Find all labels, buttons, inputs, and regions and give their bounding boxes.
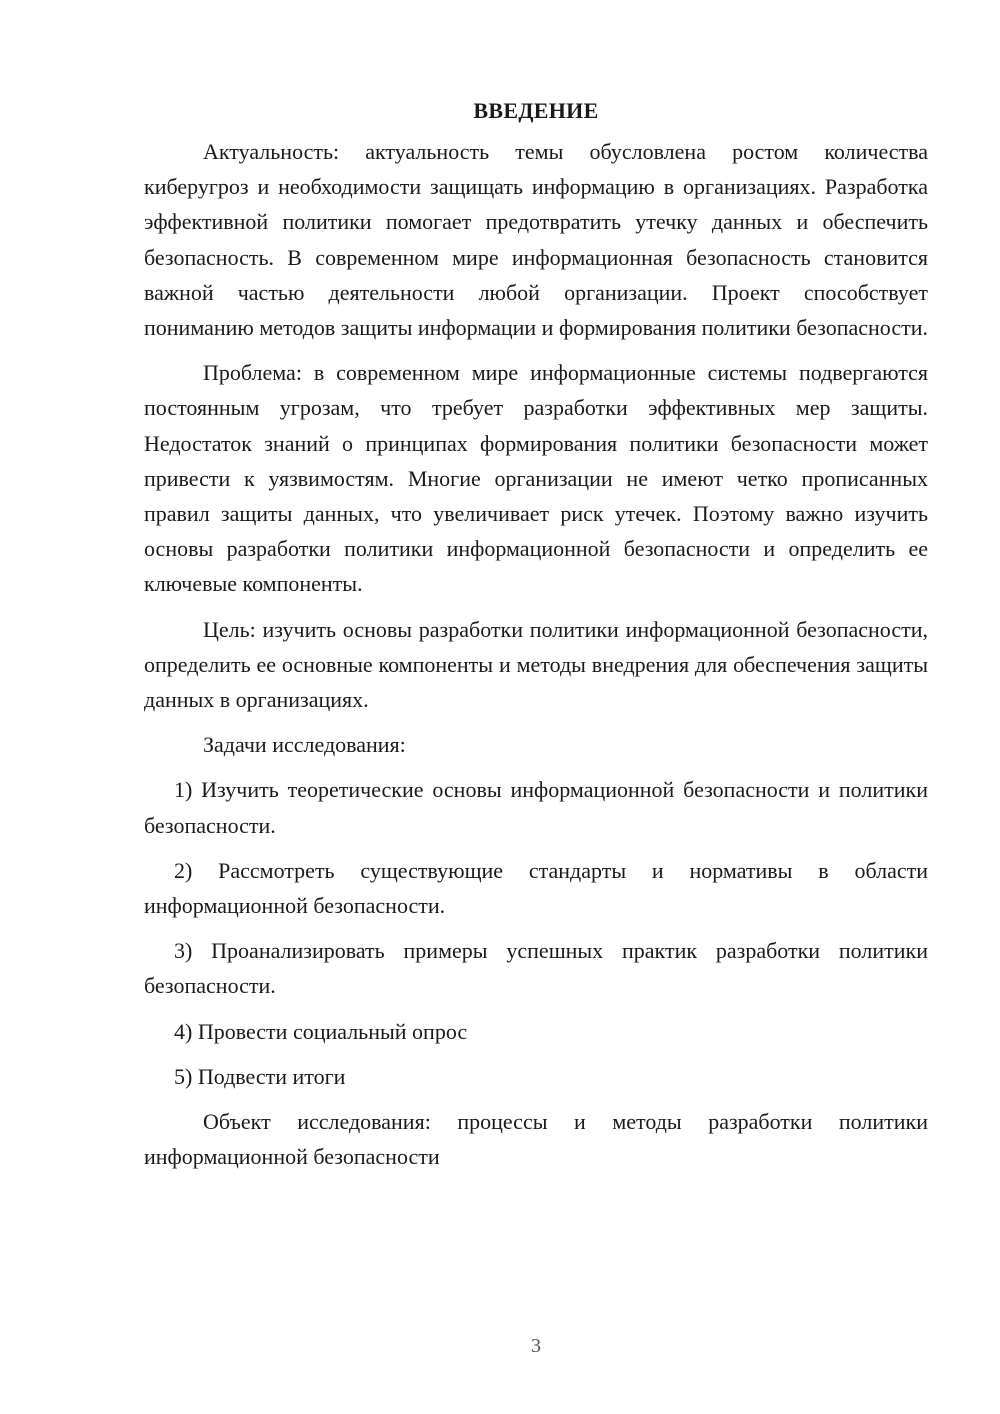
task-item-4: 4) Провести социальный опрос [174,1018,468,1044]
paragraph-goal: Цель: изучить основы разработки политики информационной безопасности, определить ее основные компоненты и методы внедрения для обеспечения защиты данных в организациях. [144,616,928,713]
section-title: ВВЕДЕНИЕ [473,98,599,123]
tasks-list [144,772,928,1094]
paragraph-problem: Проблема: в современном мире информационные системы подвергаются постоянным угрозам, что требует разработки эффективных мер защиты. Недостаток знаний о принципах формирования политики безопасности может привести к уязвимостям. Многие организации не имеют четко прописанных правил защиты данных, что увеличивает риск утечек. Поэтому важно изучить основы разработки политики информационной безопасности и определить ее ключевые компоненты. [144,360,928,597]
task-item-5: 5) Подвести итоги [174,1063,346,1089]
page-content [144,96,928,1184]
tasks-heading: Задачи исследования: [203,732,406,758]
task-item-2: 2) Рассмотреть существующие стандарты и нормативы в области информационной безопасности. [144,857,928,919]
task-item-1: 1) Изучить теоретические основы информационной безопасности и политики безопасности. [144,777,928,838]
task-item-3: 3) Проанализировать примеры успешных практик разработки политики безопасности. [144,938,928,999]
paragraph-object: Объект исследования: процессы и методы разработки политики информационной безопасности [144,1109,928,1170]
paragraph-relevance: Актуальность: актуальность темы обусловлена ростом количества киберугроз и необходимости защищать информацию в организациях. Разработка эффективной политики помогает предотвратить утечку данных и обеспечить безопасность. В современном мире информационная безопасность становится важной частью деятельности любой организации. Проект способствует пониманию методов защиты информации и формирования политики безопасности. [144,139,928,341]
page-number: 3 [531,1335,541,1357]
